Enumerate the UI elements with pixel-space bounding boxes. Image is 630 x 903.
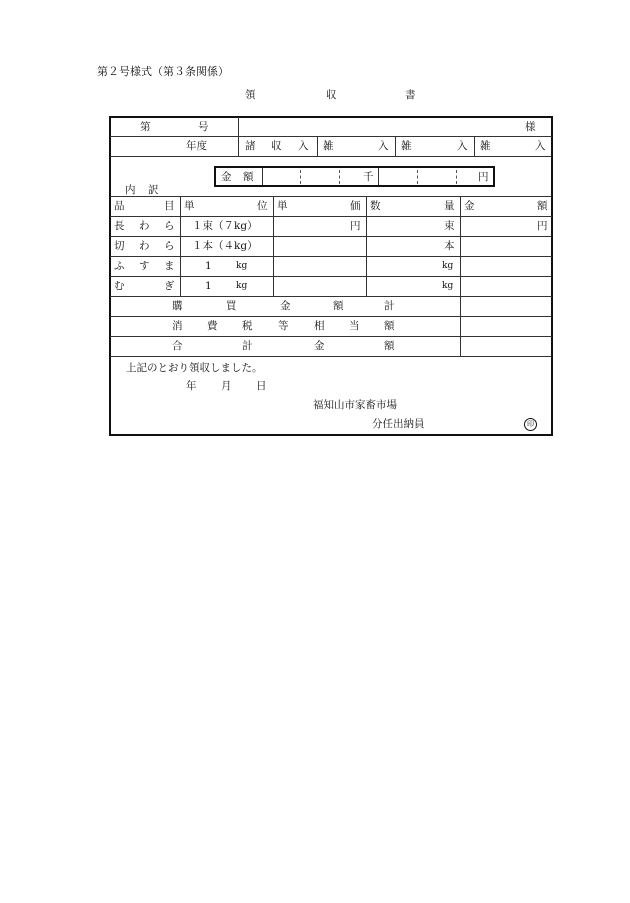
item-char: ら: [164, 220, 175, 232]
unit-kg: kg: [236, 261, 248, 271]
col-divider: [317, 137, 318, 156]
unit-number: 1: [205, 260, 212, 272]
quantity-unit: kg: [442, 261, 454, 271]
tax-label-char: 消: [172, 320, 183, 332]
total-label-char: 購: [172, 300, 183, 312]
breakdown-label-char: 内: [125, 184, 136, 196]
grand-total-label-char: 額: [384, 340, 395, 352]
heading-char: 諸: [245, 140, 256, 152]
heading-char: 入: [535, 140, 546, 152]
quantity-unit: 本: [444, 240, 455, 252]
date-year-label: 年: [186, 380, 197, 392]
row-divider: [110, 356, 552, 357]
tax-label-char: 費: [207, 320, 218, 332]
item-char: 切: [114, 240, 125, 252]
total-label-char: 計: [384, 300, 395, 312]
unit-cell: １束（７kg）: [192, 220, 258, 232]
heading-char: 雑: [323, 140, 334, 152]
yen-mark: 円: [478, 171, 489, 183]
col-divider: [273, 197, 274, 296]
quantity-unit: 束: [444, 220, 455, 232]
col-divider: [474, 137, 475, 156]
item-char: ぎ: [164, 280, 175, 292]
item-char: む: [114, 280, 125, 292]
header-item: 目: [164, 200, 175, 212]
digit-separator: [300, 170, 301, 184]
header-unit: 位: [257, 200, 268, 212]
col-divider: [180, 197, 181, 296]
officer-title: 分任出納員: [372, 418, 425, 430]
unit-kg: kg: [236, 281, 248, 291]
heading-char: 入: [378, 140, 389, 152]
tax-label-char: 税: [242, 320, 253, 332]
item-char: す: [139, 260, 150, 272]
form-number: 第２号様式（第３条関係）: [97, 65, 229, 78]
total-label-char: 金: [280, 300, 291, 312]
price-unit: 円: [350, 220, 361, 232]
tax-label-char: 額: [384, 320, 395, 332]
col-divider: [238, 117, 239, 156]
quantity-unit: kg: [442, 281, 454, 291]
title-char: 領: [245, 89, 256, 101]
col-divider: [395, 137, 396, 156]
item-char: わ: [139, 240, 150, 252]
digit-separator: [339, 170, 340, 184]
row-divider: [110, 296, 552, 297]
row-divider: [110, 236, 552, 237]
breakdown-label-char: 訳: [148, 184, 159, 196]
amount-label-char: 金: [221, 171, 232, 183]
row-divider: [110, 156, 552, 157]
number-label-char: 号: [198, 121, 209, 133]
fiscal-year-label: 年度: [186, 140, 207, 152]
seal-mark: 印: [524, 418, 537, 431]
total-label-char: 額: [333, 300, 344, 312]
header-amount: 額: [537, 200, 548, 212]
tax-label-char: 当: [349, 320, 360, 332]
row-divider: [110, 316, 552, 317]
item-char: ま: [164, 260, 175, 272]
title-char: 書: [405, 89, 416, 101]
header-quantity: 数: [370, 200, 381, 212]
heading-char: 入: [298, 140, 309, 152]
col-divider: [366, 197, 367, 296]
date-month-label: 月: [221, 380, 232, 392]
thousand-divider: [378, 168, 379, 185]
title-char: 収: [326, 89, 337, 101]
grand-total-label-char: 合: [172, 340, 183, 352]
organization-name: 福知山市家畜市場: [313, 399, 397, 411]
grand-total-label-char: 計: [242, 340, 253, 352]
amount-label-divider: [262, 168, 263, 185]
header-quantity: 量: [444, 200, 455, 212]
row-divider: [110, 336, 552, 337]
item-char: わ: [139, 220, 150, 232]
unit-number: 1: [205, 280, 212, 292]
amount-unit: 円: [537, 220, 548, 232]
date-day-label: 日: [256, 380, 267, 392]
header-amount: 金: [464, 200, 475, 212]
number-label-char: 第: [140, 121, 151, 133]
digit-separator: [456, 170, 457, 184]
item-char: ふ: [114, 260, 125, 272]
heading-char: 雑: [401, 140, 412, 152]
addressee-suffix: 様: [525, 121, 536, 133]
col-divider: [460, 197, 461, 356]
heading-char: 雑: [480, 140, 491, 152]
row-divider: [110, 216, 552, 217]
header-item: 品: [114, 200, 125, 212]
total-label-char: 買: [226, 300, 237, 312]
unit-cell: １本（４kg）: [192, 240, 258, 252]
heading-char: 収: [271, 140, 282, 152]
amount-box: [214, 166, 495, 187]
row-divider: [110, 196, 552, 197]
header-price: 単: [277, 200, 288, 212]
tax-label-char: 等: [278, 320, 289, 332]
digit-separator: [417, 170, 418, 184]
thousand-mark: 千: [363, 171, 374, 183]
grand-total-label-char: 金: [314, 340, 325, 352]
receipt-statement: 上記のとおり領収しました。: [126, 362, 263, 374]
row-divider: [110, 256, 552, 257]
row-divider: [110, 276, 552, 277]
amount-label-char: 額: [243, 171, 254, 183]
heading-char: 入: [457, 140, 468, 152]
item-char: 長: [114, 220, 125, 232]
header-unit: 単: [184, 200, 195, 212]
item-char: ら: [164, 240, 175, 252]
row-divider: [110, 136, 552, 137]
header-price: 価: [350, 200, 361, 212]
tax-label-char: 相: [314, 320, 325, 332]
